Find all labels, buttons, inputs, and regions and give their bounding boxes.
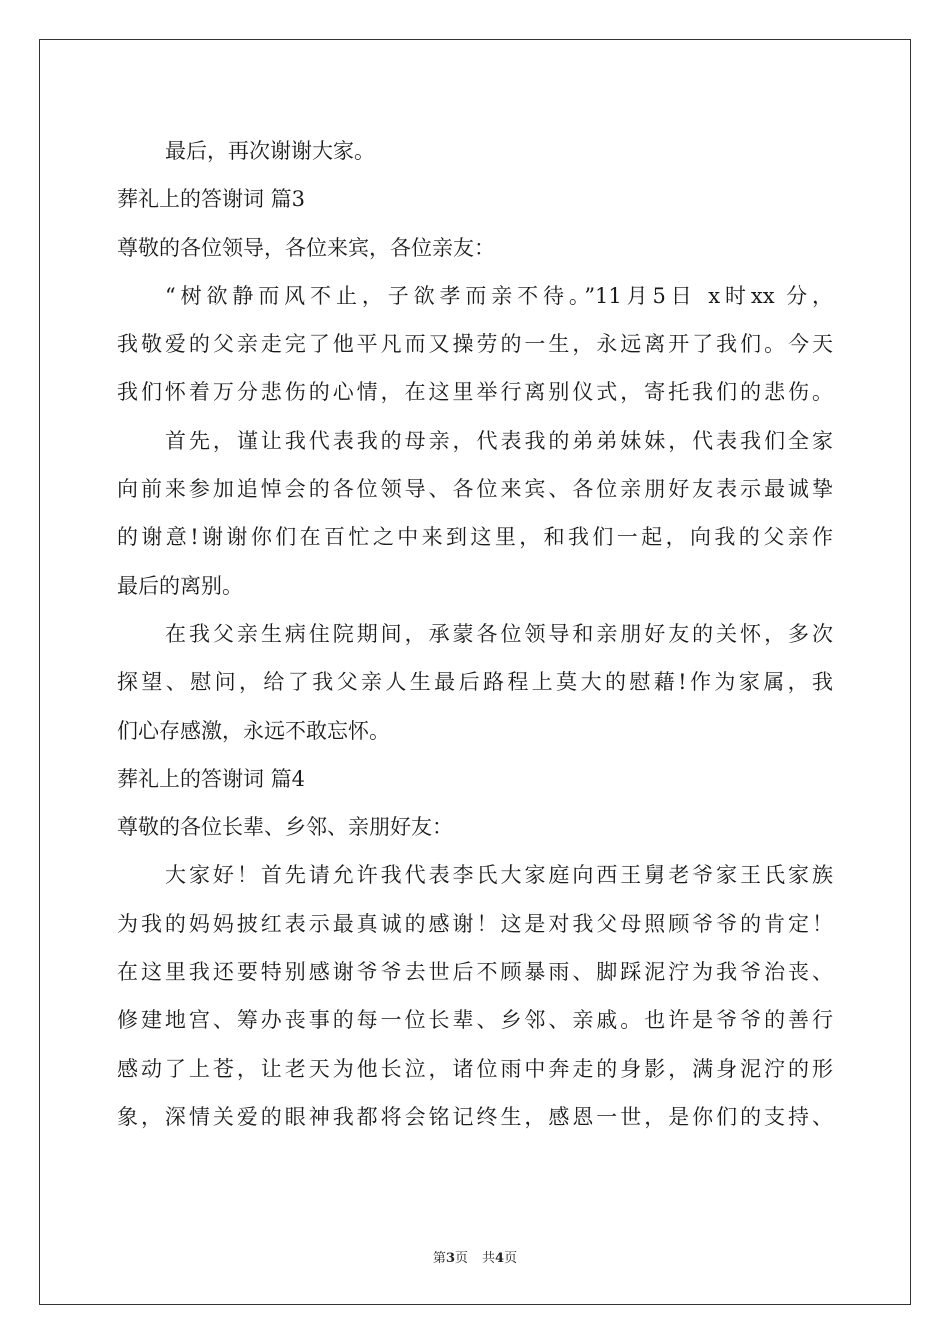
section-heading: 葬礼上的答谢词 篇4 <box>117 766 306 791</box>
text-line: 感动了上苍，让老天为他长泣，诸位雨中奔走的身影，满身泥泞的形 <box>117 1056 833 1081</box>
page-total: 共4页 <box>482 1251 518 1266</box>
text-line: 为我的妈妈披红表示最真诚的感谢！这是对我父母照顾爷爷的肯定！ <box>117 911 833 936</box>
text-line: 最后，再次谢谢大家。 <box>165 139 375 163</box>
page-footer <box>0 1247 950 1266</box>
text-line: 在我父亲生病住院期间，承蒙各位领导和亲朋好友的关怀，多次 <box>165 621 833 646</box>
text-line: 探望、慰问，给了我父亲人生最后路程上莫大的慰藉!作为家属，我 <box>117 670 833 695</box>
page-number: 第3页 <box>432 1251 468 1266</box>
text-line: 们心存感激，永远不敢忘怀。 <box>117 718 390 743</box>
text-line: 我敬爱的父亲走完了他平凡而又操劳的一生，永远离开了我们。今天 <box>117 332 833 357</box>
text-line: 我们怀着万分悲伤的心情，在这里举行离别仪式，寄托我们的悲伤。 <box>117 380 833 405</box>
text-line: 向前来参加追悼会的各位领导、各位来宾、各位亲朋好友表示最诚挚 <box>117 477 833 502</box>
text-line: 的谢意!谢谢你们在百忙之中来到这里，和我们一起，向我的父亲作 <box>117 525 833 550</box>
section-heading: 葬礼上的答谢词 篇3 <box>117 187 306 212</box>
document-body <box>117 127 833 1141</box>
text-line: 修建地宫、筹办丧事的每一位长辈、乡邻、亲戚。也许是爷爷的善行 <box>117 1008 833 1033</box>
text-line: 象，深情关爱的眼神我都将会铭记终生，感恩一世，是你们的支持、 <box>117 1104 833 1129</box>
salutation: 尊敬的各位长辈、乡邻、亲朋好友： <box>117 815 453 840</box>
text-line: “树欲静而风不止，子欲孝而亲不待。”11月5日 x时xx 分， <box>165 283 833 308</box>
salutation: 尊敬的各位领导，各位来宾，各位亲友： <box>117 235 495 260</box>
text-line: 在这里我还要特别感谢爷爷去世后不顾暴雨、脚踩泥泞为我爷治丧、 <box>117 960 833 985</box>
text-line: 首先，谨让我代表我的母亲，代表我的弟弟妹妹，代表我们全家 <box>165 428 833 453</box>
text-line: 最后的离别。 <box>117 573 243 598</box>
text-line: 大家好！首先请允许我代表李氏大家庭向西王舅老爷家王氏家族 <box>165 863 833 888</box>
